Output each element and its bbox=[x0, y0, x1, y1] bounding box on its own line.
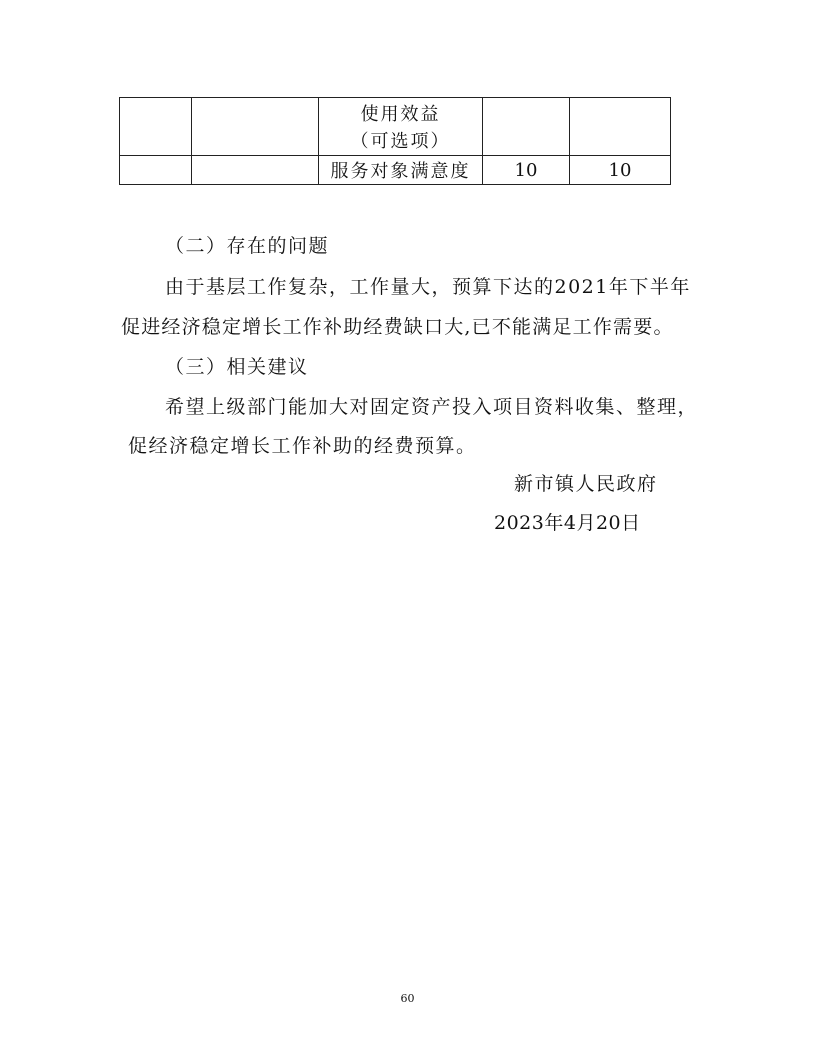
table-cell bbox=[192, 156, 319, 185]
table-cell bbox=[570, 98, 671, 156]
signature-org: 新市镇人民政府 bbox=[514, 473, 658, 495]
table-row bbox=[120, 156, 671, 185]
paragraph-line: 由于基层工作复杂，工作量大，预算下达的2021年下半年 bbox=[165, 276, 691, 298]
paragraph-line: 促经济稳定增长工作补助的经费预算。 bbox=[128, 435, 477, 457]
table-cell bbox=[120, 156, 192, 185]
indicator-note: （可选项） bbox=[350, 130, 451, 152]
paragraph-line: 促进经济稳定增长工作补助经费缺口大,已不能满足工作需要。 bbox=[121, 316, 674, 338]
indicator-label: 使用效益 bbox=[360, 103, 441, 125]
signature-date: 2023年4月20日 bbox=[494, 512, 641, 534]
page-number: 60 bbox=[400, 992, 415, 1005]
table-cell bbox=[192, 98, 319, 156]
section-heading-suggestions: （三）相关建议 bbox=[165, 356, 309, 378]
score-cell: 10 bbox=[570, 156, 671, 185]
table-row bbox=[120, 98, 671, 156]
score-cell: 10 bbox=[483, 156, 570, 185]
table-cell bbox=[120, 98, 192, 156]
indicator-cell: 服务对象满意度 bbox=[319, 156, 483, 185]
table-cell bbox=[483, 98, 570, 156]
performance-table bbox=[119, 97, 671, 185]
paragraph-line: 希望上级部门能加大对固定资产投入项目资料收集、整理， bbox=[165, 396, 699, 418]
section-heading-problems: （二）存在的问题 bbox=[165, 235, 330, 257]
indicator-cell bbox=[319, 98, 483, 156]
